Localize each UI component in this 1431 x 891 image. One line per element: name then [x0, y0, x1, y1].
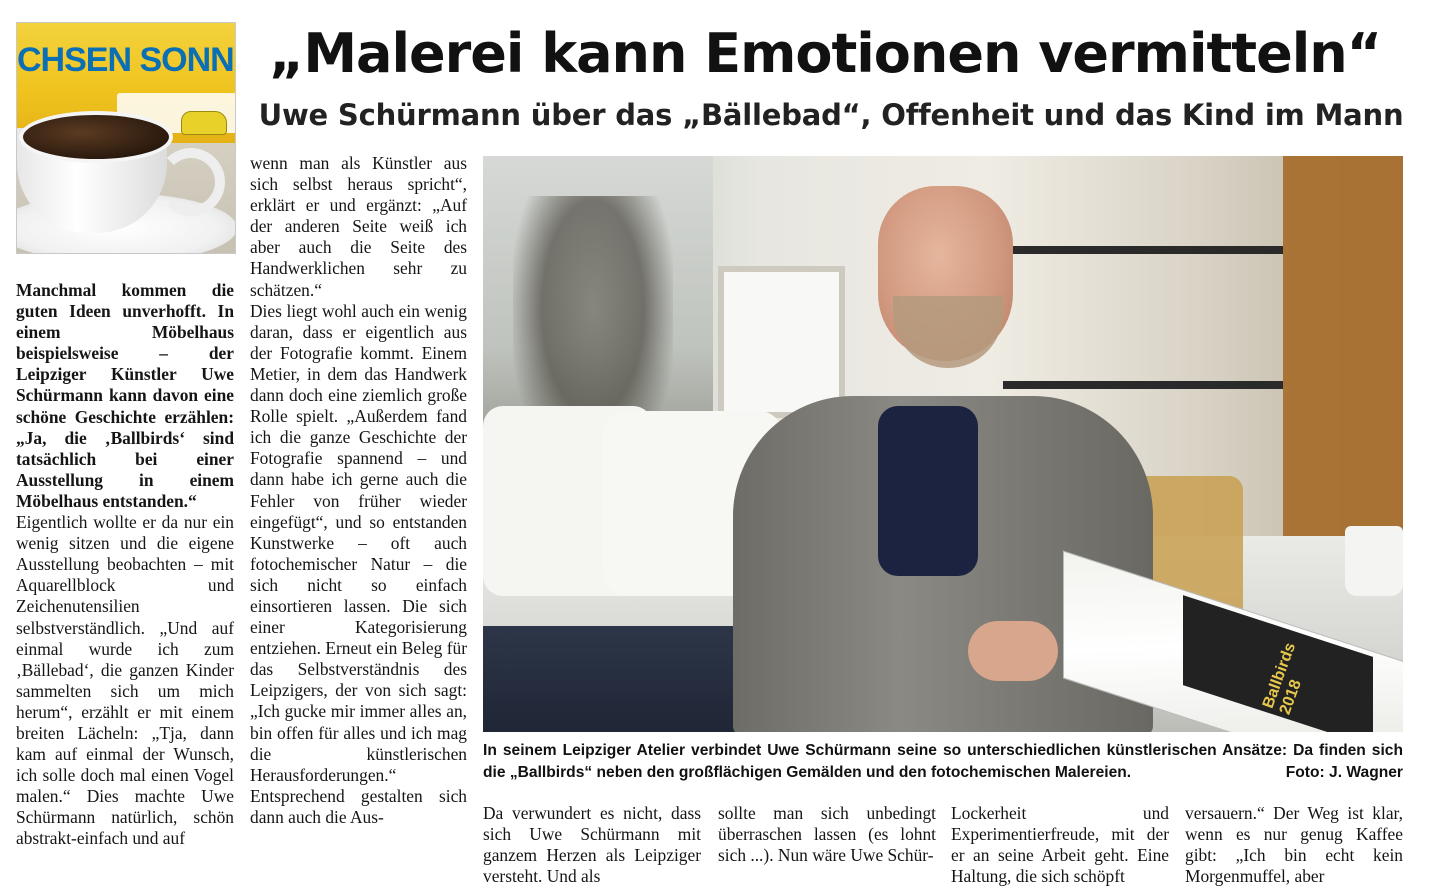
text-column-4 — [718, 803, 936, 891]
teaser-image — [16, 22, 236, 254]
man-hands — [968, 621, 1058, 681]
body-paragraph: versauern.“ Der Weg ist klar, wenn es nur genug Kaffee gibt: „Ich bin echt kein Morgenmuffel, aber — [1185, 803, 1403, 887]
man-beard — [893, 296, 1003, 368]
car-icon — [181, 111, 227, 135]
picture-frame — [718, 266, 845, 418]
body-paragraph: sollte man sich unbedingt überraschen lassen (es lohnt sich ...). Nun wäre Uwe Schür- — [718, 803, 936, 866]
article-subline: Uwe Schürmann über das „Bällebad“, Offenheit und das Kind im Mann — [258, 98, 1404, 132]
body-paragraph: Eigentlich wollte er da nur ein wenig sitzen und die eigene Ausstellung beobachten – mit Aquarellblock und Zeichenutensilien selbstverständlich. „Und auf einmal wurde ich zum ‚Bällebad‘, die ganzen Kinder sammelten sich um mich herum“, erzählt er mit einem breiten Lächeln: „Tja, dann kam auf einmal der Wunsch, ich solle doch mal einen Vogel malen.“ Dies machte Uwe Schürmann natürlich, schön abstrakt-einfach und auf — [16, 512, 234, 849]
body-paragraph: Lockerheit und Experimentierfreude, mit der er an seine Arbeit geht. Eine Haltung, die sich schöpft — [951, 803, 1169, 887]
text-column-2 — [250, 153, 467, 828]
text-column-3 — [483, 803, 701, 891]
body-paragraph: Dies liegt wohl auch ein wenig daran, dass er eigentlich aus der Fotografie kommt. Einem Metier, in dem das Handwerk dann doch eine ziemlich große Rolle spielt. „Außerdem fand ich die ganze Geschichte der Fotografie spannend – und dann habe ich gerne auch die Fehler von früher wieder eingefügt“, und so entstanden Kunstwerke – oft auch fotochemischer Natur – die sich nicht so einfach einsortieren lassen. Die sich einer Kategorisierung entziehen. Erneut ein Beleg für das Selbstverständnis des Leipzigers, der von sich sagt: „Ich gucke mir immer alles an, bin offen für alles und ich mag die künstlerischen Herausforderungen.“ — [250, 300, 467, 785]
text-column-6 — [1185, 803, 1403, 891]
text-column-5 — [951, 803, 1169, 891]
man-shirt — [878, 406, 978, 576]
body-paragraph: wenn man als Künstler aus sich selbst heraus spricht“, erklärt er und ergänzt: „Auf der anderen Seite weiß ich aber auch die Seite des Handwerklichen sehr zu schätzen.“ — [250, 153, 467, 300]
article-headline: „Malerei kann Emotionen vermitteln“ — [268, 22, 1382, 85]
text-column-1 — [16, 280, 234, 850]
shelf-board — [1003, 381, 1283, 389]
article-photo — [483, 156, 1403, 732]
body-paragraph: Da verwundert es nicht, dass sich Uwe Schürmann mit ganzem Herzen als Leipziger versteht. Und als — [483, 803, 701, 887]
lead-paragraph: Manchmal kommen die guten Ideen unverhofft. In einem Möbelhaus beispielsweise – der Leipziger Künstler Uwe Schürmann kann davon eine schöne Geschichte erzählen: „Ja, die ‚Ballbirds‘ sind tatsächlich bei einer Ausstellung in einem Möbelhaus entstanden.“ — [16, 280, 234, 511]
mug — [1345, 526, 1403, 596]
photo-credit: Foto: J. Wagner — [1285, 763, 1403, 781]
caption-text: In seinem Leipziger Atelier verbindet Uwe Schürmann seine so unterschiedlichen künstlerischen Ansätze: Da finden sich die „Ballbirds“ neben den großflächigen Gemälden und den fotochemischen Malereien. — [483, 742, 1403, 781]
shelf-board — [1003, 246, 1283, 254]
magazine-title: CHSEN SONN — [17, 41, 234, 79]
coffee-surface — [19, 111, 173, 163]
photo-caption — [483, 740, 1403, 784]
cup-handle — [157, 148, 225, 216]
magazine-label: Ballbirds 2018 — [1259, 640, 1305, 717]
body-paragraph: Entsprechend gestalten sich dann auch die Aus- — [250, 785, 467, 827]
